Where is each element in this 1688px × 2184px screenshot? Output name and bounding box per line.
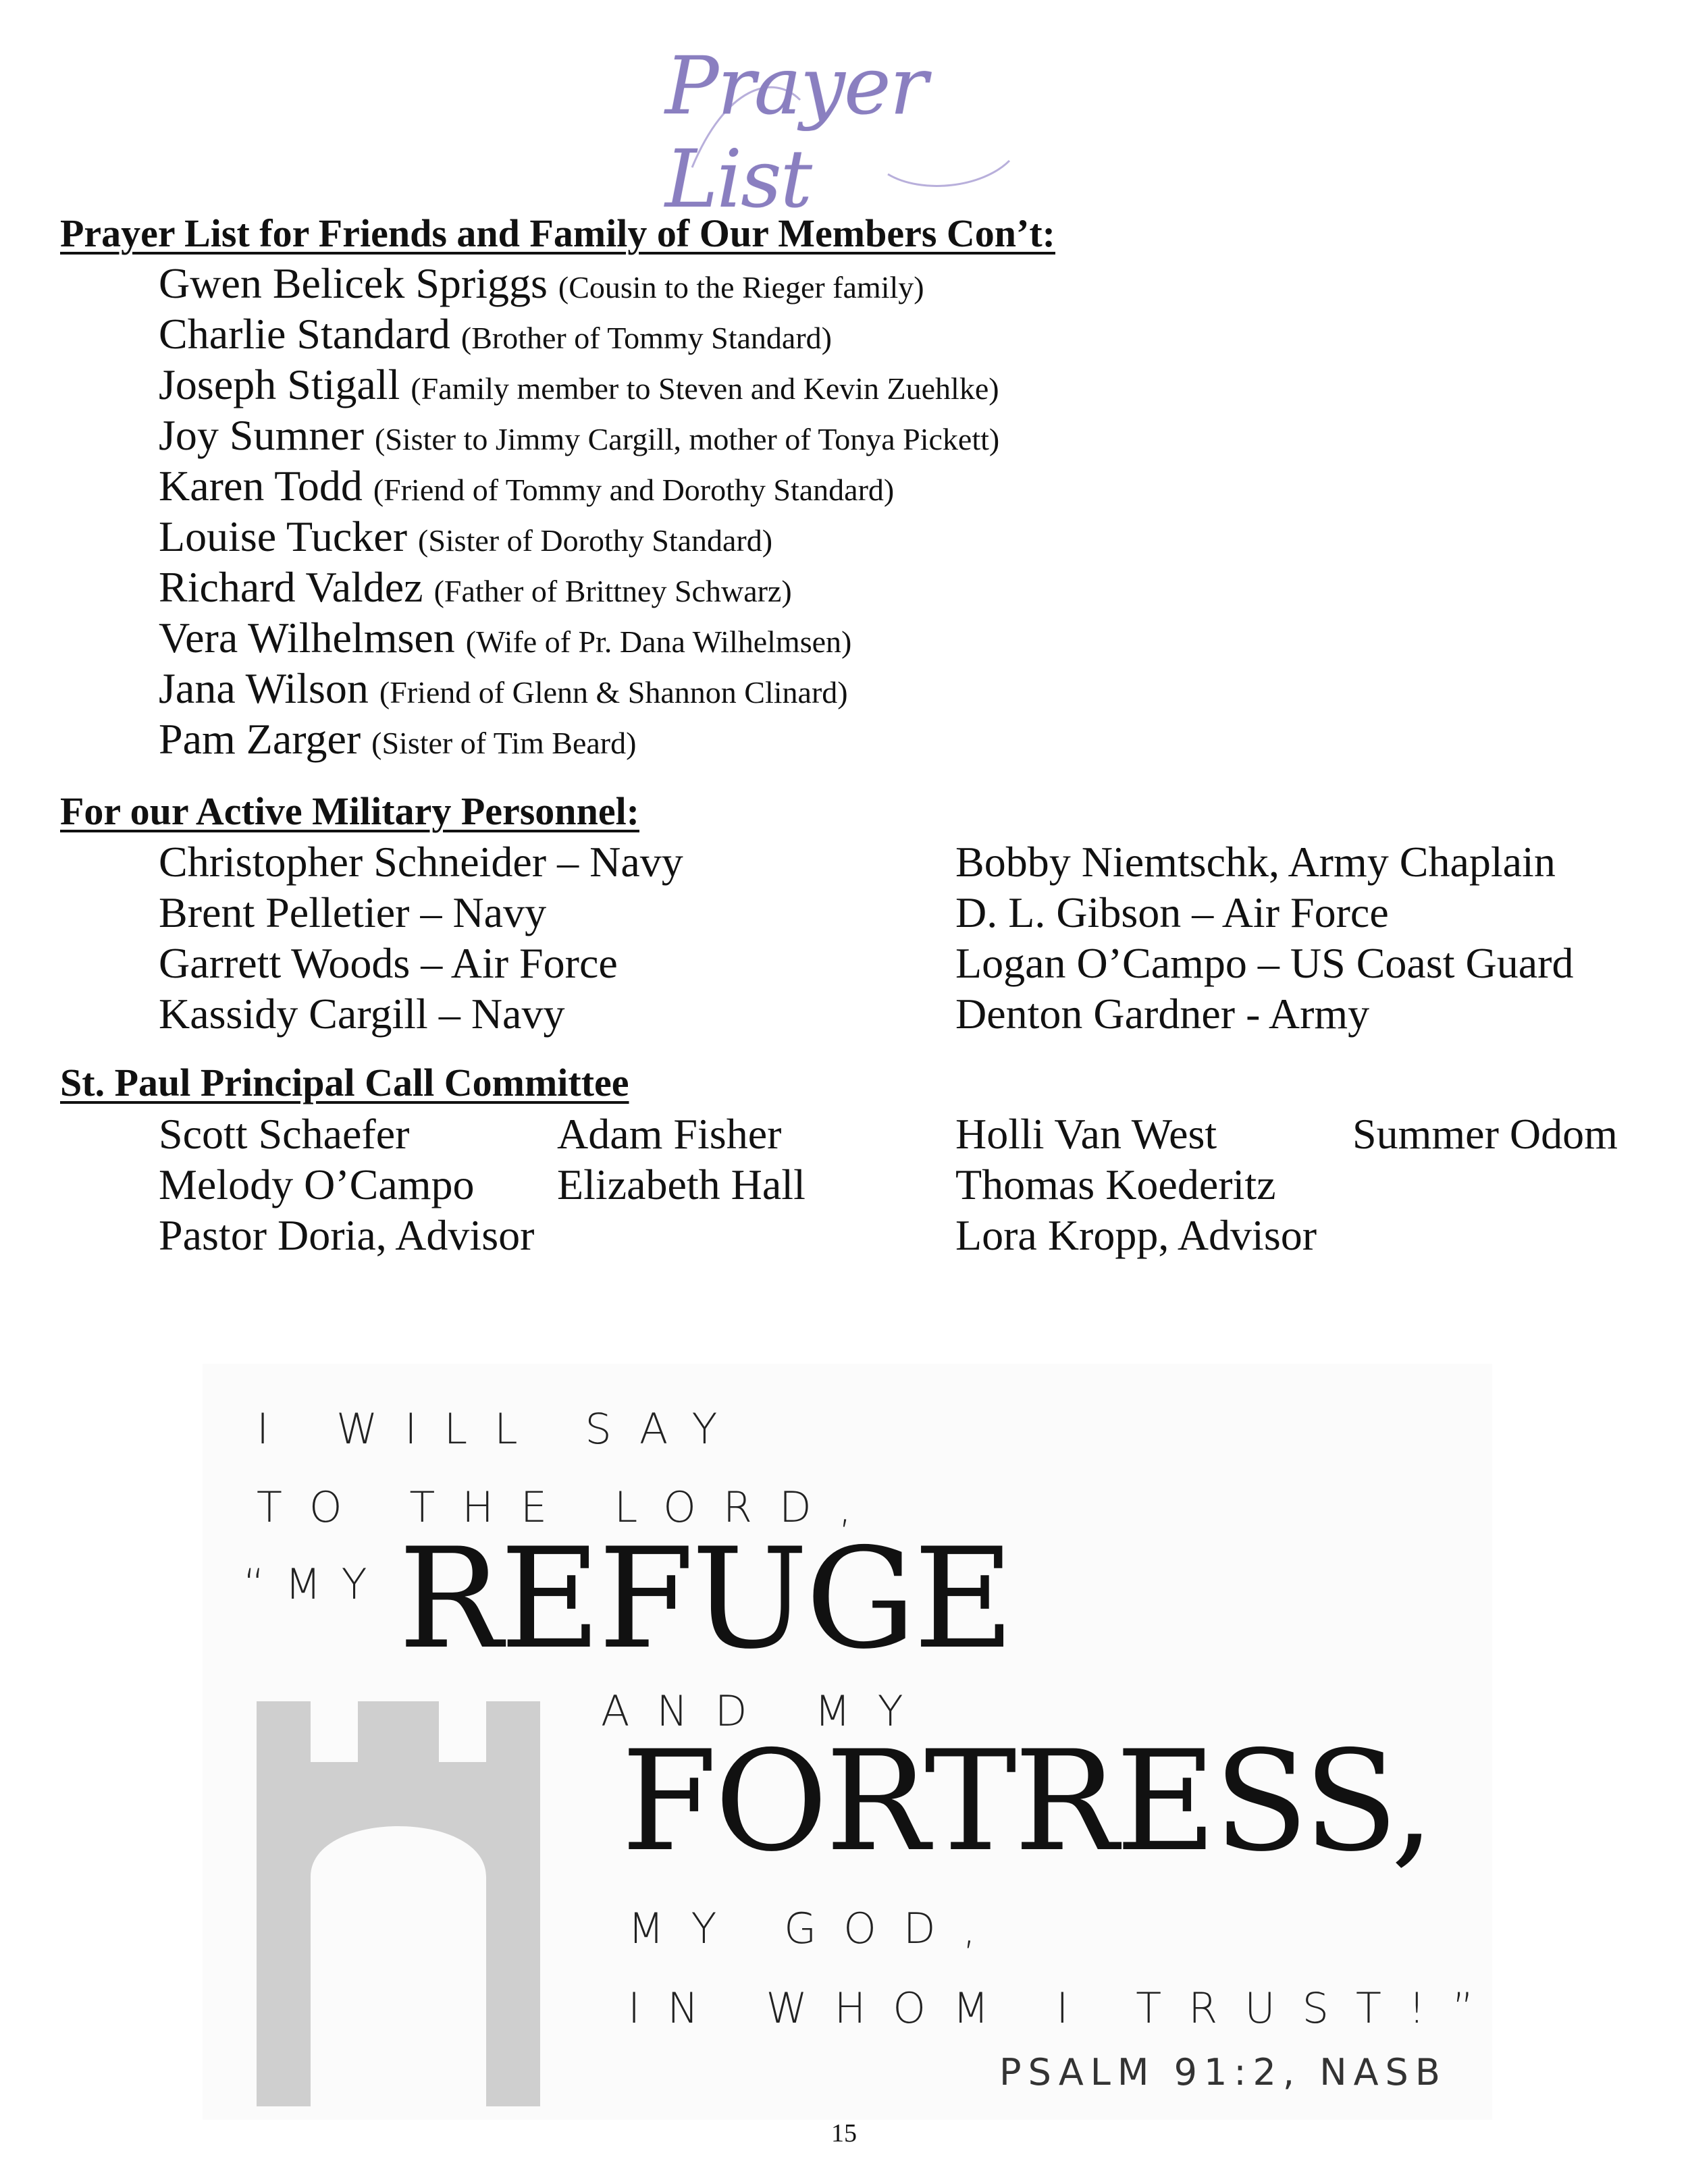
verse-line-1: I WILL SAY	[257, 1404, 745, 1454]
list-item: Lora Kropp, Advisor	[955, 1211, 1317, 1259]
entry-name: Louise Tucker	[159, 512, 407, 560]
list-item	[159, 259, 924, 307]
list-item	[159, 512, 773, 560]
list-item	[159, 411, 1000, 459]
entry-name: Jana Wilson	[159, 664, 369, 712]
list-item: Melody O’Campo	[159, 1161, 475, 1208]
entry-relation: (Sister of Dorothy Standard)	[418, 523, 773, 558]
list-item: Adam Fisher	[557, 1110, 782, 1158]
verse-line-4: AND MY	[601, 1686, 930, 1736]
entry-relation: (Sister to Jimmy Cargill, mother of Tonya Pickett)	[375, 422, 1000, 456]
entry-relation: (Wife of Pr. Dana Wilhelmsen)	[465, 624, 852, 659]
logo-text: Prayer List	[665, 38, 927, 225]
entry-relation: (Friend of Glenn & Shannon Clinard)	[379, 675, 848, 710]
list-item: Holli Van West	[955, 1110, 1217, 1158]
entry-relation: (Cousin to the Rieger family)	[558, 270, 924, 304]
verse-line-2: TO THE LORD,	[257, 1483, 879, 1532]
verse-line-5: MY GOD,	[628, 1904, 1003, 1953]
fortress-tower-icon	[257, 1701, 540, 2106]
entry-relation: (Family member to Steven and Kevin Zuehlke)	[411, 371, 999, 406]
list-item: Logan O’Campo – US Coast Guard	[955, 939, 1574, 987]
entry-name: Karen Todd	[159, 462, 363, 510]
list-item: Christopher Schneider – Navy	[159, 838, 683, 886]
verse-artwork	[203, 1364, 1501, 2120]
list-item	[159, 616, 851, 660]
entry-name: Vera Wilhelmsen	[159, 614, 455, 662]
list-item	[159, 310, 832, 358]
entry-relation: (Brother of Tommy Standard)	[460, 321, 832, 355]
verse-word-refuge: REFUGE	[398, 1519, 1012, 1680]
list-item: D. L. Gibson – Air Force	[955, 888, 1389, 936]
entry-name: Joy Sumner	[159, 411, 364, 459]
list-item: Garrett Woods – Air Force	[159, 939, 618, 987]
list-item	[159, 464, 894, 508]
verse-reference: PSALM 91:2, NASB	[999, 2051, 1447, 2094]
list-item: Denton Gardner - Army	[955, 990, 1370, 1038]
verse-line-3: “MY	[243, 1560, 388, 1609]
entry-name: Richard Valdez	[159, 563, 423, 611]
list-item	[159, 715, 637, 763]
prayer-list-logo	[665, 38, 1023, 225]
page-number: 15	[831, 2119, 857, 2148]
list-item	[159, 664, 848, 712]
list-item: Thomas Koederitz	[955, 1161, 1276, 1208]
entry-name: Joseph Stigall	[159, 361, 400, 408]
list-item: Summer Odom	[1352, 1110, 1618, 1158]
military-heading: For our Active Military Personnel:	[60, 789, 639, 833]
entry-relation: (Father of Brittney Schwarz)	[433, 574, 792, 608]
list-item: Brent Pelletier – Navy	[159, 888, 547, 936]
list-item: Elizabeth Hall	[557, 1161, 806, 1208]
entry-name: Charlie Standard	[159, 310, 450, 358]
verse-line-6: IN WHOM I TRUST!”	[628, 1983, 1501, 2033]
list-item: Scott Schaefer	[159, 1110, 410, 1158]
list-item: Pastor Doria, Advisor	[159, 1211, 535, 1259]
verse-word-fortress: FORTRESS,	[621, 1722, 1432, 1882]
list-item: Kassidy Cargill – Navy	[159, 990, 565, 1038]
friends-family-heading: Prayer List for Friends and Family of Our Members Con’t:	[60, 211, 1055, 255]
entry-name: Pam Zarger	[159, 715, 361, 763]
entry-name: Gwen Belicek Spriggs	[159, 259, 548, 307]
list-item	[159, 363, 999, 406]
entry-relation: (Friend of Tommy and Dorothy Standard)	[373, 473, 895, 507]
list-item	[159, 563, 792, 611]
committee-heading: St. Paul Principal Call Committee	[60, 1061, 629, 1104]
list-item: Bobby Niemtschk, Army Chaplain	[955, 838, 1556, 886]
entry-relation: (Sister of Tim Beard)	[371, 726, 637, 760]
